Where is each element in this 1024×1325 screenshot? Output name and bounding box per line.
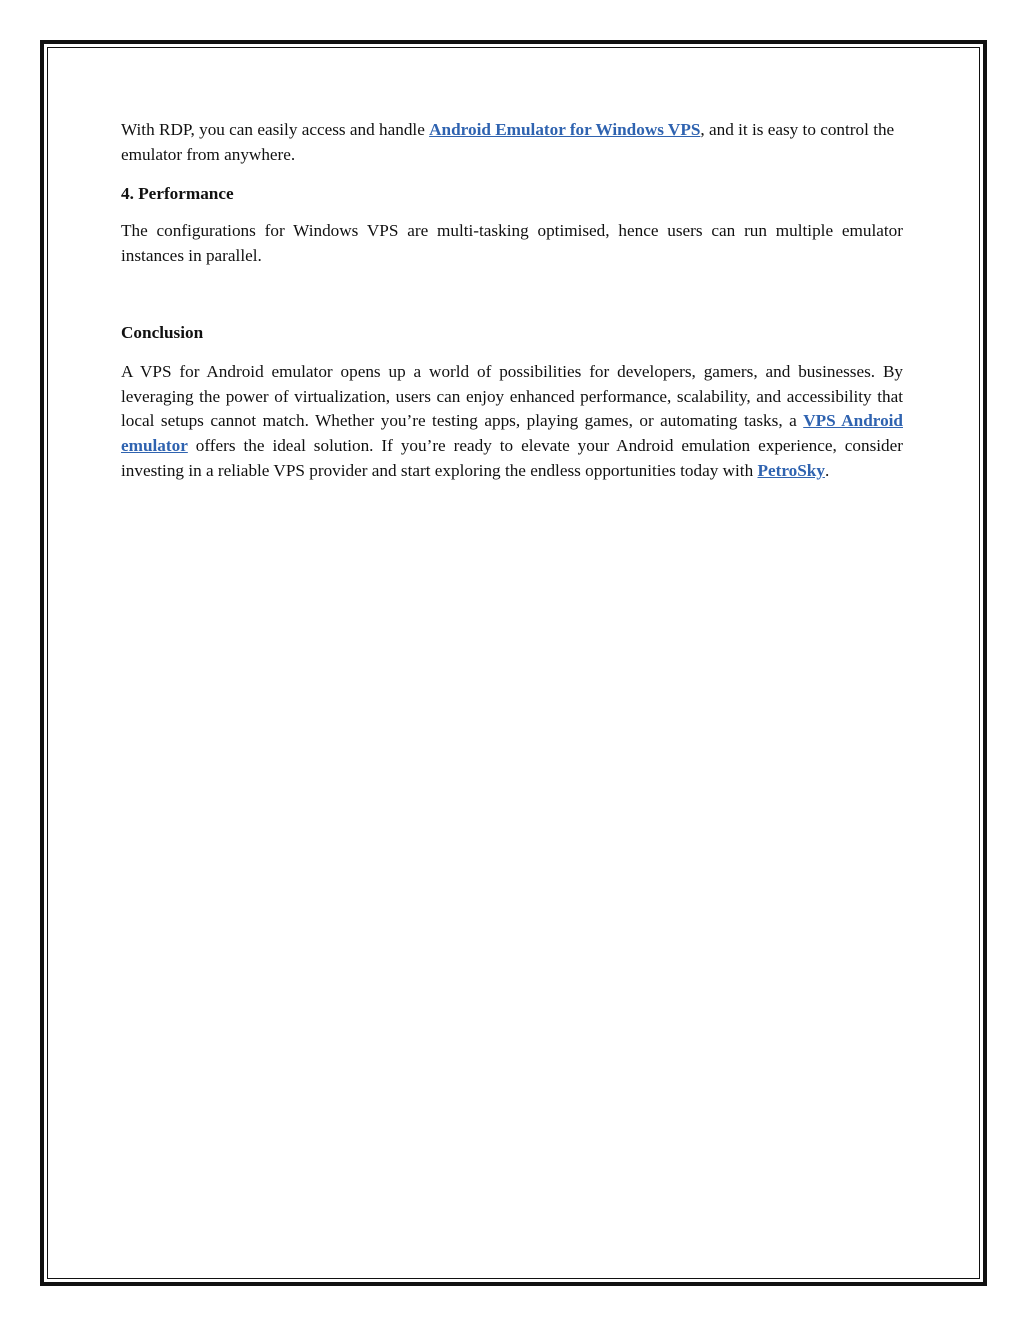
- vps-android-emulator-link[interactable]: VPS Android emulator: [121, 411, 903, 456]
- paragraph-performance: The configurations for Windows VPS are multi-tasking optimised, hence users can run multiple emulator instances in parallel.: [121, 221, 903, 266]
- heading-conclusion: Conclusion: [121, 322, 204, 342]
- heading-performance: 4. Performance: [121, 183, 234, 203]
- paragraph-conclusion-part1: A VPS for Android emulator opens up a world of possibilities for developers, gamers, and businesses. By leveraging the power of virtualization, users can enjoy enhanced performance, scalability, and accessibility that local setups cannot match. Whether you’re testing apps, playing games, or automating tasks, a: [121, 361, 903, 431]
- paragraph-rdp-text-after: , and it is easy to control the emulator from anywhere.: [121, 120, 895, 164]
- document-body: [121, 118, 903, 484]
- paragraph-conclusion-part3: .: [824, 460, 830, 480]
- paragraph-rdp-text-before: With RDP, you can easily access and handle: [121, 120, 430, 139]
- petrosky-link[interactable]: PetroSky: [757, 460, 825, 480]
- paragraph-conclusion-part2: offers the ideal solution. If you’re ready to elevate your Android emulation experience, consider investing in a reliable VPS provider and start exploring the endless opportunities today with: [121, 436, 903, 480]
- paragraph-rdp: [121, 118, 903, 168]
- android-emulator-windows-vps-link[interactable]: Android Emulator for Windows VPS: [429, 120, 701, 139]
- paragraph-conclusion: [121, 360, 903, 484]
